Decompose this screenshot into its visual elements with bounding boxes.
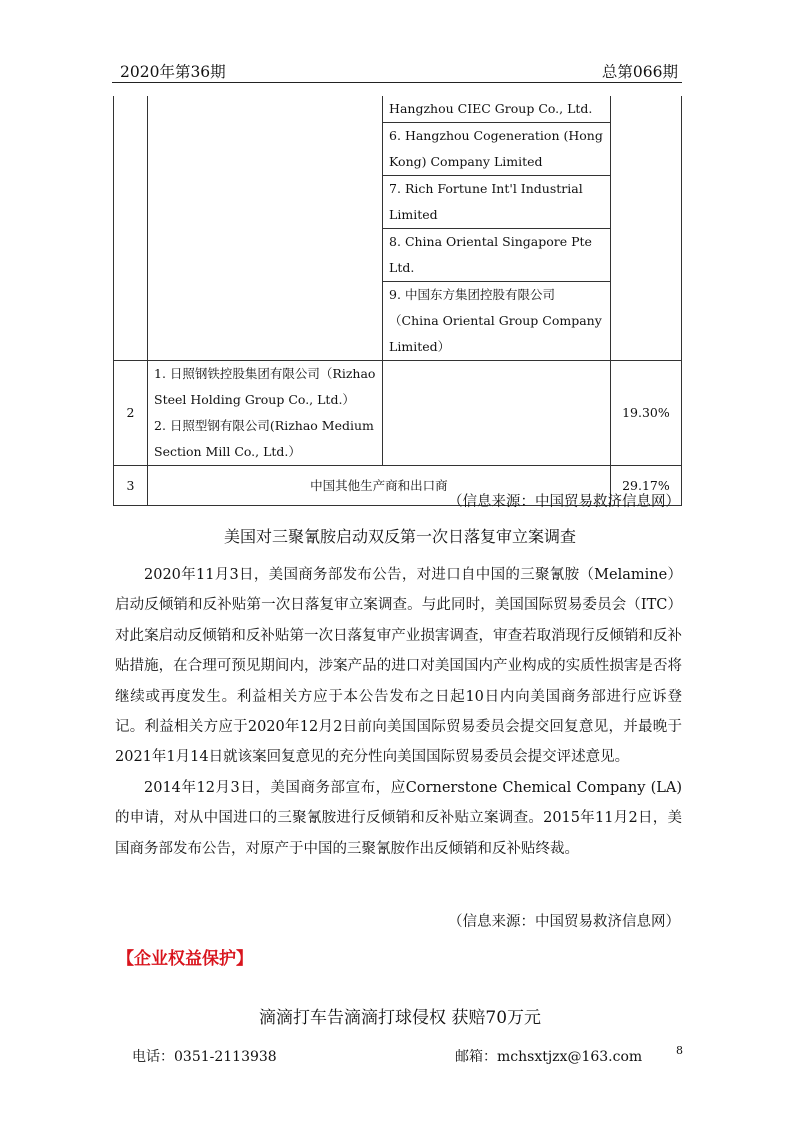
article-title: 美国对三聚氰胺启动双反第一次日落复审立案调查: [223, 527, 576, 546]
list-item: 7. Rich Fortune Int'l Industrial Limited: [383, 176, 610, 229]
page-number: 8: [676, 1044, 683, 1057]
list-item: Hangzhou CIEC Group Co., Ltd.: [383, 96, 610, 123]
header-divider: [112, 82, 682, 83]
company-list-cell: [383, 96, 611, 361]
company-list-cell: [148, 361, 383, 466]
section-heading: 【企业权益保护】: [117, 949, 253, 969]
page-header: [112, 58, 682, 84]
issue-number: 2020年第36期: [120, 63, 226, 81]
source-note: （信息来源：中国贸易救济信息网）: [448, 914, 680, 930]
list-item: 8. China Oriental Singapore Pte Ltd.: [383, 229, 610, 282]
row-number: 2: [114, 361, 148, 466]
table-row: [114, 96, 682, 361]
paragraph: 2020年11月3日，美国商务部发布公告，对进口自中国的三聚氰胺（Melamine）启动反倾销和反补贴第一次日落复审立案调查。与此同时，美国国际贸易委员会（ITC）对此案启动反倾销和反补贴第一次日落复审产业损害调查，审查若取消现行反倾销和反补贴措施，在合理可预见期间内，涉案产品的进口对美国国内产业构成的实质性损害是否将继续或再度发生。利益相关方应于本公告发布之日起10日内向美国商务部进行应诉登记。利益相关方应于2020年12月2日前向美国国际贸易委员会提交回复意见，并最晚于2021年1月14日就该案回复意见的充分性向美国国际贸易委员会提交评述意见。: [115, 567, 682, 766]
paragraph: 2014年12月3日，美国商务部宣布，应Cornerstone Chemical Company (LA)的申请，对从中国进口的三聚氰胺进行反倾销和反补贴立案调查。2015年11月2日，美国商务部发布公告，对原产于中国的三聚氰胺作出反倾销和反补贴终裁。: [115, 779, 682, 857]
list-item: 9. 中国东方集团控股有限公司（China Oriental Group Company Limited）: [389, 287, 602, 354]
source-note: （信息来源：中国贸易救济信息网）: [448, 494, 680, 510]
other-producers-cell: 中国其他生产商和出口商: [148, 466, 611, 506]
total-issue-number: 总第066期: [601, 63, 678, 81]
table-row: [114, 361, 682, 466]
next-article-title: 滴滴打车告滴滴打球侵权 获赔70万元: [258, 1008, 542, 1028]
company-rate-table: [113, 96, 682, 506]
rate-value: 29.17%: [610, 466, 681, 506]
row-number: 3: [114, 466, 148, 506]
list-item: 2. 日照型钢有限公司(Rizhao Medium Section Mill Co., Ltd.）: [154, 418, 374, 459]
list-item: 6. Hangzhou Cogeneration (Hong Kong) Company Limited: [383, 123, 610, 176]
list-item: 1. 日照钢铁控股集团有限公司（Rizhao Steel Holding Group Co., Ltd.）: [154, 366, 376, 407]
article-body: [115, 560, 682, 864]
rate-value: 19.30%: [610, 361, 681, 466]
footer-phone: 电话：0351-2113938: [132, 1049, 277, 1065]
footer-email: 邮箱：mchsxtjzx@163.com: [455, 1049, 643, 1065]
